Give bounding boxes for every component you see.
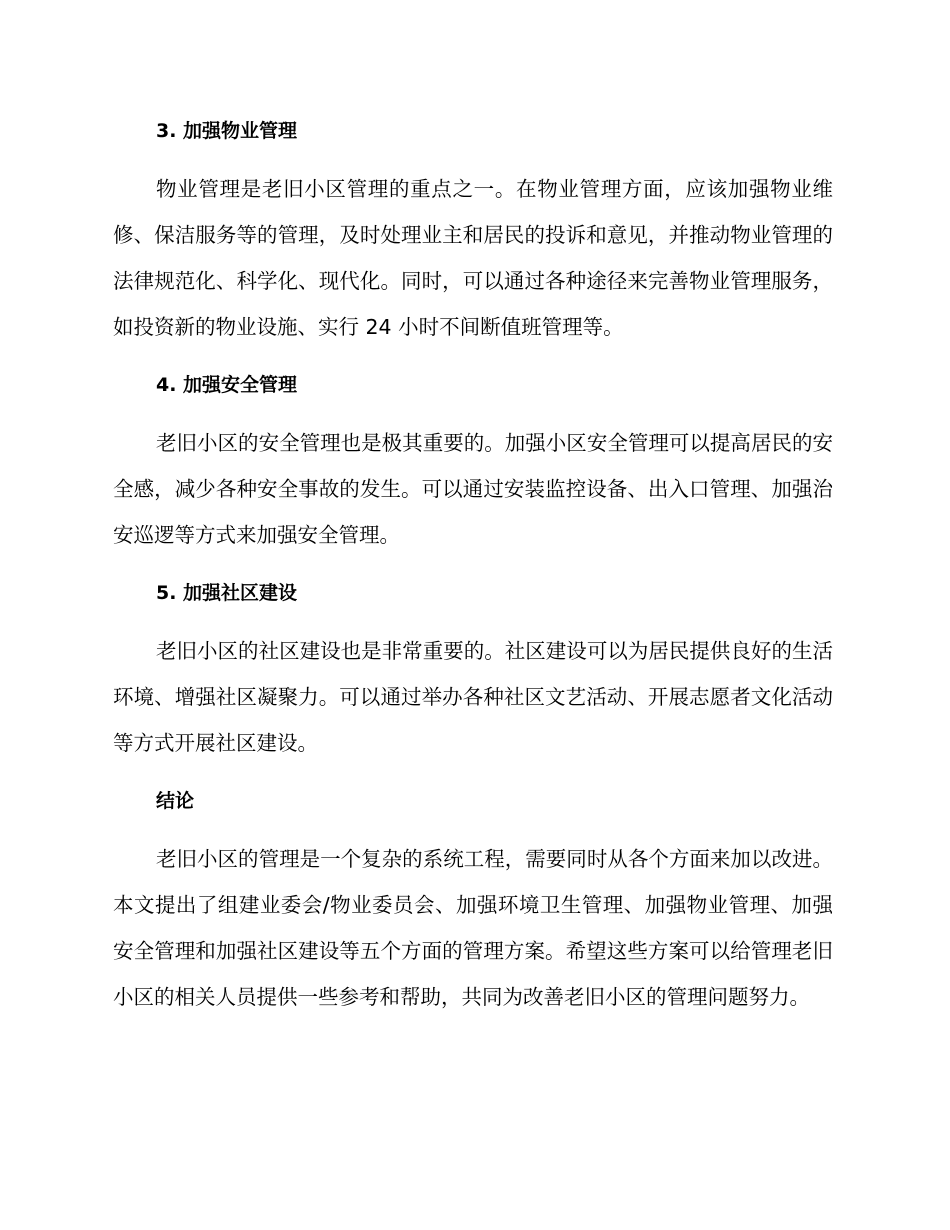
section-heading: 3. 加强物业管理 [156,120,298,142]
section-community-building [113,570,833,778]
spacer [113,408,833,420]
spacer [113,824,833,836]
section-heading: 5. 加强社区建设 [156,582,298,604]
spacer [113,154,833,166]
section-heading: 4. 加强安全管理 [156,374,298,396]
section-conclusion [113,778,833,1020]
spacer [113,616,833,628]
section-paragraph: 老旧小区的社区建设也是非常重要的。社区建设可以为居民提供良好的生活环境、增强社区凝聚力。可以通过举办各种社区文艺活动、开展志愿者文化活动等方式开展社区建设。 [113,639,833,755]
section-paragraph: 物业管理是老旧小区管理的重点之一。在物业管理方面，应该加强物业维修、保洁服务等的管理，及时处理业主和居民的投诉和意见，并推动物业管理的法律规范化、科学化、现代化。同时，可以通过各种途径来完善物业管理服务，如投资新的物业设施、实行 24 小时不间断值班管理等。 [113,177,833,339]
spacer [113,766,833,778]
section-heading: 结论 [156,790,195,812]
section-paragraph: 老旧小区的安全管理也是极其重要的。加强小区安全管理可以提高居民的安全感，减少各种安全事故的发生。可以通过安装监控设备、出入口管理、加强治安巡逻等方式来加强安全管理。 [113,431,833,547]
document-page [113,108,833,1020]
spacer [113,350,833,362]
section-paragraph: 老旧小区的管理是一个复杂的系统工程，需要同时从各个方面来加以改进。本文提出了组建业委会/物业委员会、加强环境卫生管理、加强物业管理、加强安全管理和加强社区建设等五个方面的管理方案。希望这些方案可以给管理老旧小区的相关人员提供一些参考和帮助，共同为改善老旧小区的管理问题努力。 [113,847,833,1009]
section-property-management [113,108,833,362]
spacer [113,558,833,570]
section-safety-management [113,362,833,570]
